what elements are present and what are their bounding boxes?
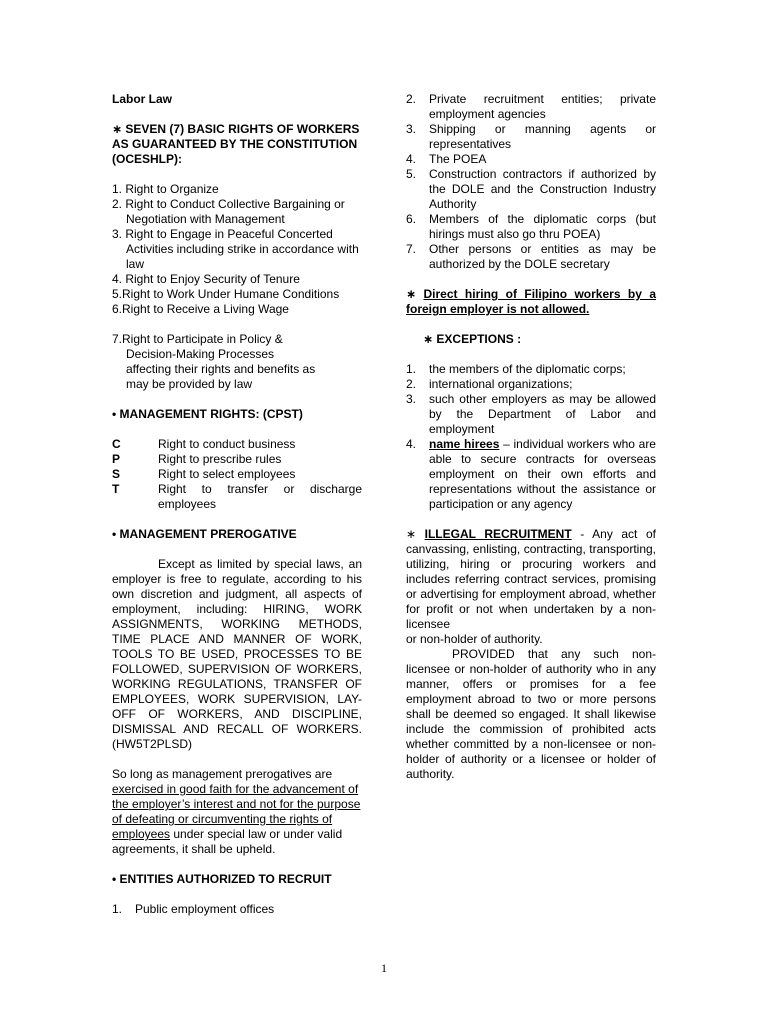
entities-list-part1 <box>112 902 362 917</box>
dot-bullet: • <box>112 407 117 421</box>
prerogative-paragraph: Except as limited by special laws, an employer is free to regulate, according to his own discretion and judgment, all aspects of employment, including: HIRING, WORK ASSIGNMENTS, WORKING METHODS, TIME PLACE AND MANNER OF WORK, TOOLS TO BE USED, PROCESSES TO BE FOLLOWED, SUPERVISION OF WORKERS, WORKING REGULATIONS, TRANSFER OF EMPLOYEES, WORK SUPERVISION, LAY-OFF OF WORKERS, AND DISCIPLINE, DISMISSAL AND RECALL OF WORKERS. (HW5T2PLSD) <box>112 557 362 751</box>
dot-bullet: • <box>112 527 117 541</box>
good-faith-paragraph: So long as management prerogatives are exercised in good faith for the advancement of the employer’s interest and not for the purpose of defeating or circumventing the rights of employees under special law or under valid agreements, it shall be upheld. <box>112 767 361 856</box>
cpst-list <box>112 437 362 512</box>
left-column <box>112 92 362 917</box>
dot-bullet: • <box>112 872 117 886</box>
exceptions-list <box>406 362 656 512</box>
list-item: 7.Right to Participate in Policy & Decision-Making Processes affecting their rights and benefits as may be provided by law <box>112 332 316 391</box>
management-prerogative-heading: • MANAGEMENT PREROGATIVE <box>112 527 297 541</box>
direct-hiring-notice: ∗ Direct hiring of Filipino workers by a foreign employer is not allowed. <box>406 287 656 316</box>
list-item: 1. Right to Organize <box>112 182 219 196</box>
list-item: 5.Right to Work Under Humane Conditions <box>112 287 340 301</box>
list-item: 3. Right to Engage in Peaceful Concerted Activities including strike in accordance with law <box>112 227 359 271</box>
provided-paragraph: PROVIDED that any such non-licensee or non-holder of authority who in any manner, offers or promises for a fee employment abroad to two or more persons shall be deemed so engaged. It shall likewise include the commission of prohibited acts whether committed by a non-licensee or non-holder of authority or a licensee or holder of authority. <box>406 647 656 781</box>
cpst-row: T Right to transfer or discharge employees <box>112 482 362 511</box>
underlined-text: exercised in good faith for the advancement of the employer’s interest and not for the purpose of defeating or circumventing the rights of employees <box>112 782 361 841</box>
list-item: 3. such other employers as may be allowed by the Department of Labor and employment <box>406 392 656 436</box>
rights-list <box>112 182 362 317</box>
illegal-recruitment-paragraph: ∗ ILLEGAL RECRUITMENT - Any act of canvassing, enlisting, contracting, transporting, utilizing, hiring or procuring workers and includes referring contract services, promising or advertising for employment abroad, whether for profit or not when undertaken by a non-licensee <box>406 527 656 631</box>
list-item: 1. the members of the diplomatic corps; <box>406 362 626 376</box>
cpst-row: P Right to prescribe rules <box>112 452 282 466</box>
management-rights-heading: • MANAGEMENT RIGHTS: (CPST) <box>112 407 303 421</box>
list-item: 2. international organizations; <box>406 377 573 391</box>
list-item: 2. Right to Conduct Collective Bargaining or Negotiation with Management <box>112 197 345 226</box>
list-item: 2. Private recruitment entities; private employment agencies <box>406 92 656 121</box>
illegal-recruitment-term: ILLEGAL RECRUITMENT <box>424 527 572 541</box>
list-item: 6. Members of the diplomatic corps (but hirings must also go thru POEA) <box>406 212 656 241</box>
entities-list-part2 <box>406 92 656 272</box>
exceptions-heading: ∗ EXCEPTIONS : <box>423 332 522 346</box>
list-item: 1. Public employment offices <box>112 902 275 916</box>
star-bullet: ∗ <box>112 122 123 136</box>
list-item: 7. Other persons or entities as may be authorized by the DOLE secretary <box>406 242 656 271</box>
right-column <box>406 92 656 782</box>
name-hirees-term: name hirees <box>429 437 500 451</box>
rights-heading: ∗ SEVEN (7) BASIC RIGHTS OF WORKERS AS GUARANTEED BY THE CONSTITUTION (OCESHLP): <box>112 122 360 166</box>
star-bullet: ∗ <box>406 287 417 301</box>
page-number: 1 <box>381 961 387 975</box>
list-item: 3. Shipping or manning agents or representatives <box>406 122 656 151</box>
document-title: Labor Law <box>112 92 173 106</box>
illegal-recruitment-continuation: or non-holder of authority. <box>406 632 543 646</box>
list-item: 4. Right to Enjoy Security of Tenure <box>112 272 300 286</box>
star-bullet: ∗ <box>406 527 417 541</box>
entities-heading: • ENTITIES AUTHORIZED TO RECRUIT <box>112 872 332 886</box>
list-item: 6.Right to Receive a Living Wage <box>112 302 289 316</box>
list-item: 5. Construction contractors if authorized by the DOLE and the Construction Industry Authority <box>406 167 656 211</box>
star-bullet: ∗ <box>423 332 434 346</box>
cpst-row: S Right to select employees <box>112 467 296 481</box>
cpst-row: C Right to conduct business <box>112 437 296 451</box>
list-item: 4. name hirees – individual workers who are able to secure contracts for overseas employment on their own efforts and representations without the assistance or participation or any agency <box>406 437 656 511</box>
list-item: 4. The POEA <box>406 152 487 166</box>
